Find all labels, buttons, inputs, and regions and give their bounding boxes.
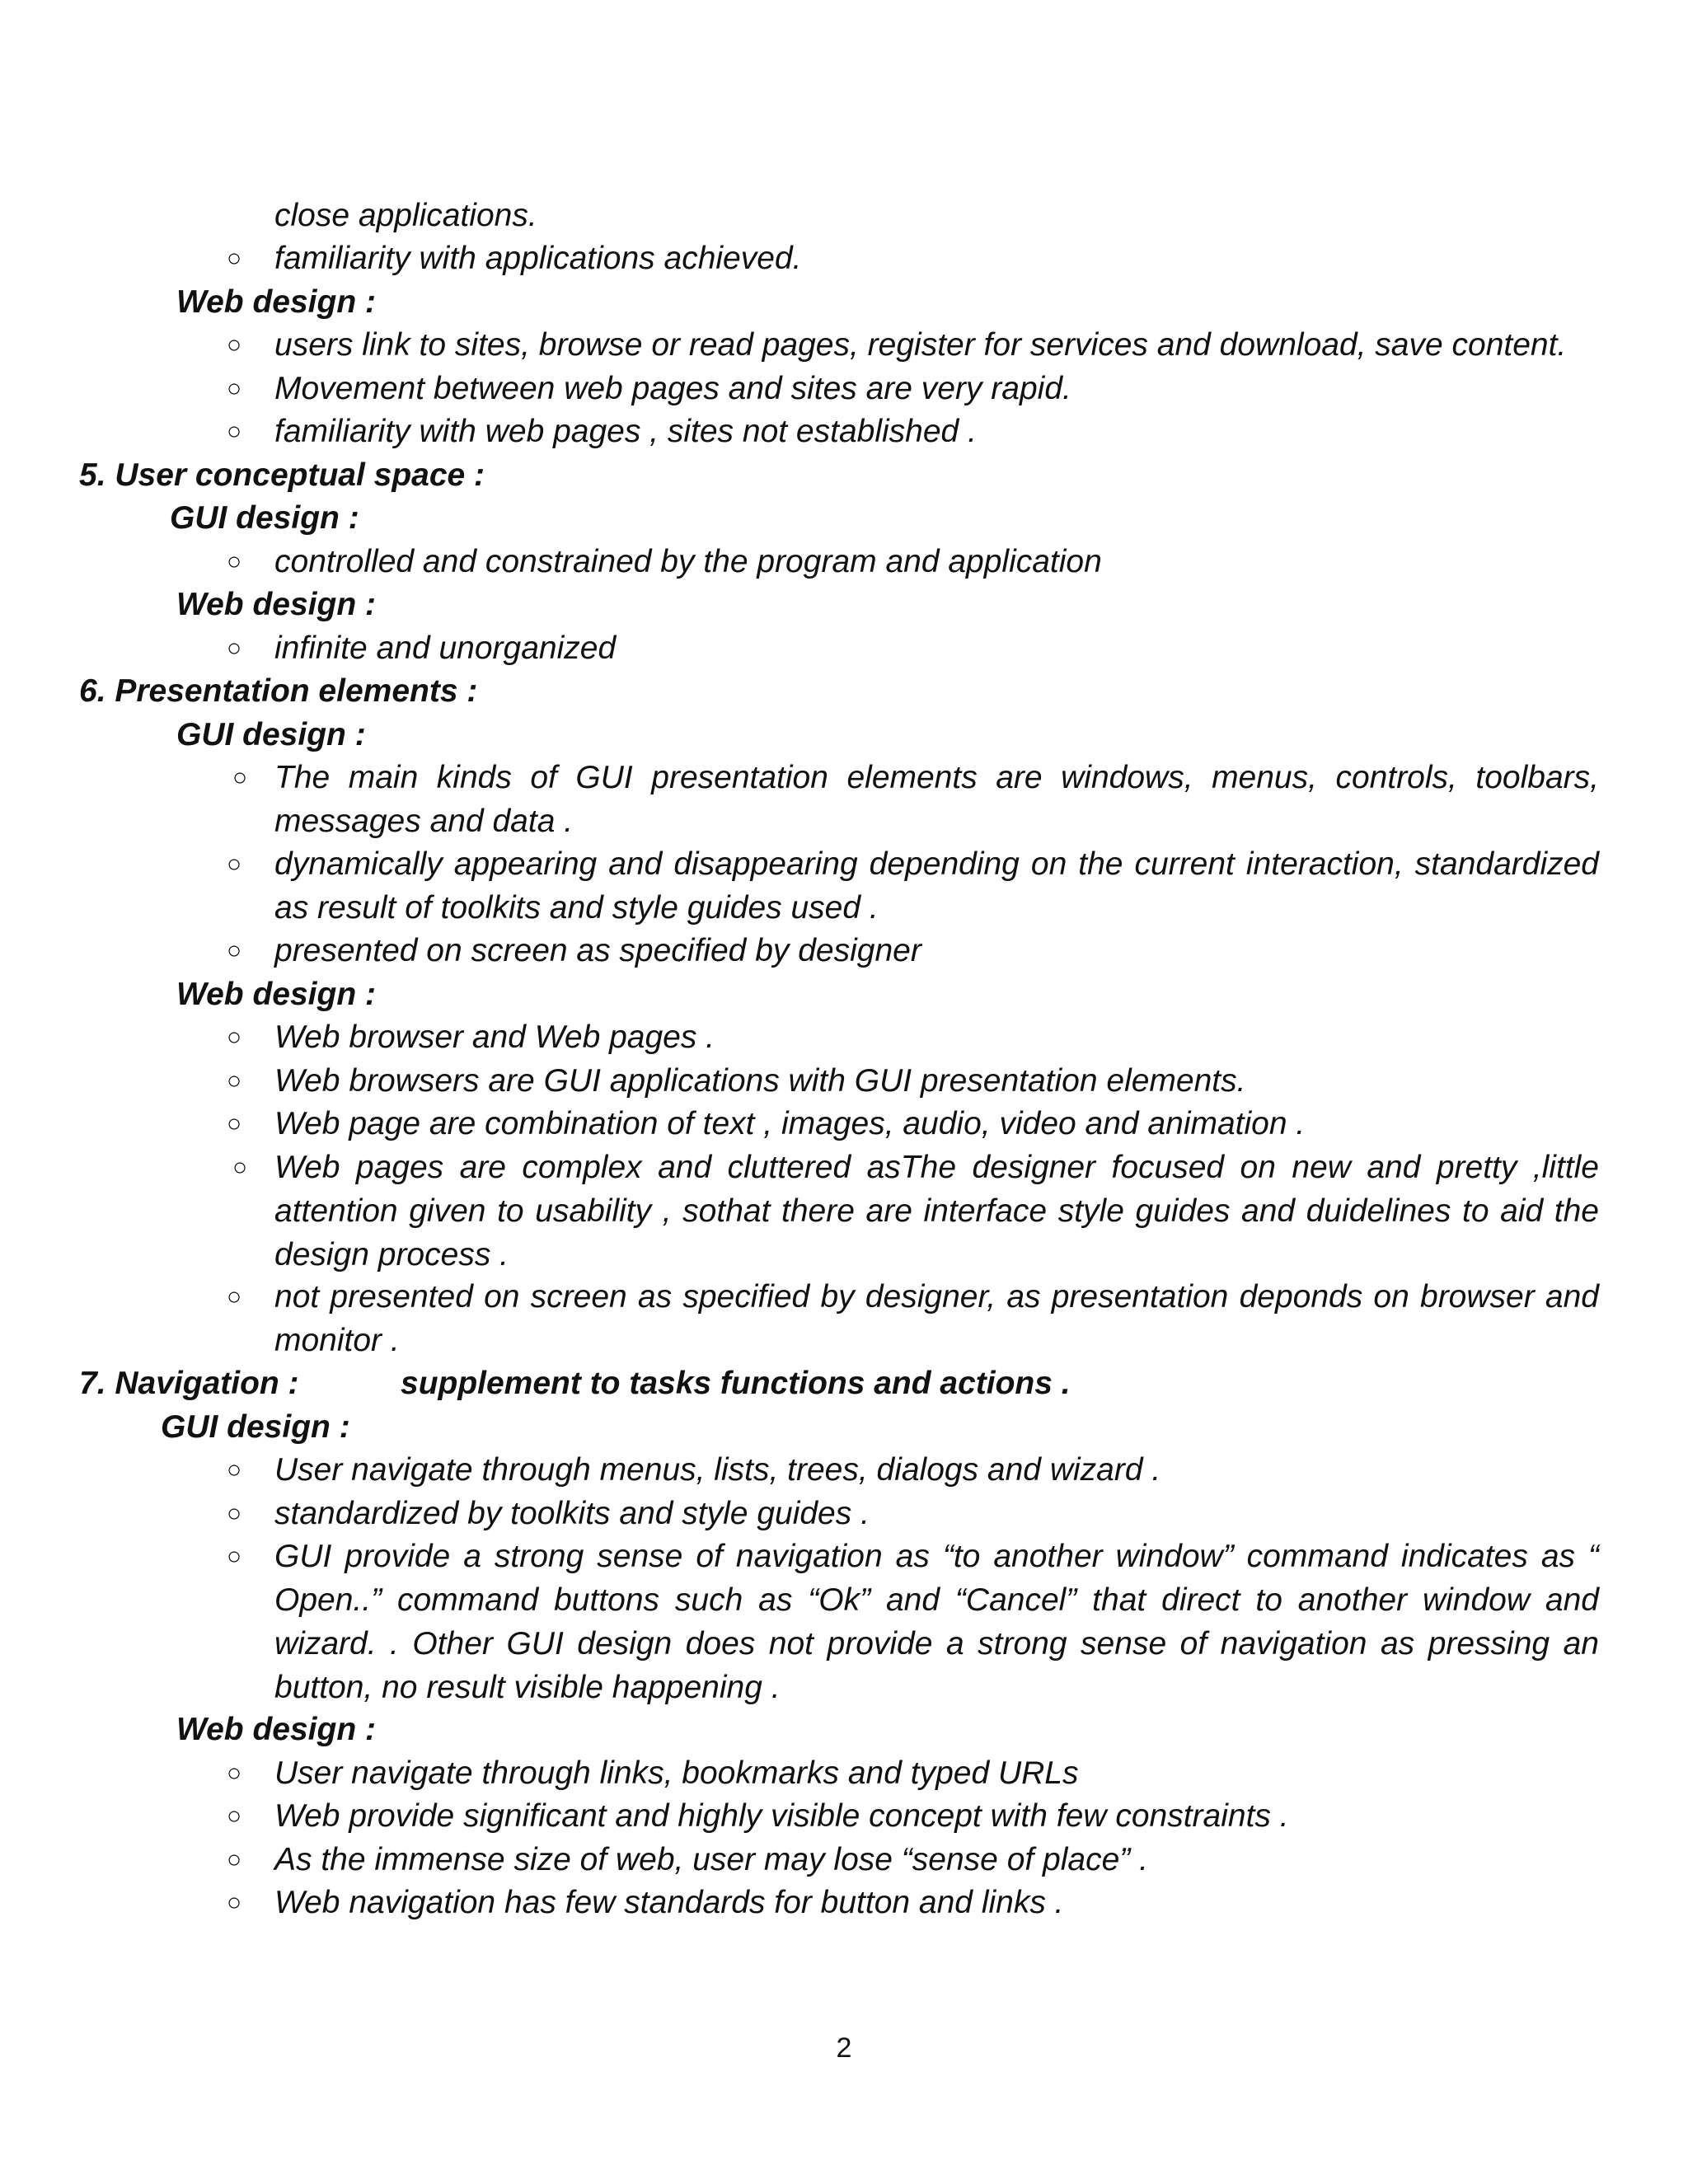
list-item: User navigate through menus, lists, trees, dialogs and wizard .: [274, 1452, 1161, 1488]
bullet-icon: ○: [227, 1802, 242, 1830]
web-design-heading: Web design :: [176, 1712, 376, 1747]
bullet-icon: ○: [227, 548, 242, 575]
section-title: 6. Presentation elements :: [79, 673, 478, 709]
bullet-icon: ○: [227, 1760, 242, 1787]
list-item: infinite and unorganized: [274, 630, 617, 666]
gui-design-heading: GUI design :: [170, 500, 359, 536]
bullet-icon: ○: [227, 1543, 242, 1570]
bullet-icon: ○: [227, 1846, 242, 1873]
bullet-icon: ○: [227, 1283, 242, 1310]
list-item: controlled and constrained by the program and application: [274, 544, 1102, 579]
list-item: The main kinds of GUI presentation elements are windows, menus, controls, toolbars, messages and data .: [274, 760, 1599, 839]
bullet-icon: ○: [227, 1024, 242, 1051]
bullet-icon: ○: [227, 635, 242, 662]
bullet-icon: ○: [227, 1110, 242, 1137]
bullet-icon: ○: [227, 1456, 242, 1483]
list-item: not presented on screen as specified by designer, as presentation deponds on browser and monitor .: [274, 1279, 1599, 1358]
gui-design-heading: GUI design :: [176, 717, 366, 752]
list-item: Web pages are complex and cluttered asThe designer focused on new and pretty ,little attention given to usability , sothat there are interface style guides and duidelines to aid the design process .: [274, 1150, 1599, 1272]
page-number: 2: [836, 2032, 852, 2064]
web-design-heading: Web design :: [176, 977, 376, 1012]
bullet-icon: ○: [227, 851, 242, 878]
gui-design-heading: GUI design :: [161, 1409, 350, 1445]
list-item: Web provide significant and highly visible concept with few constraints .: [274, 1798, 1289, 1834]
list-item: Movement between web pages and sites are very rapid.: [274, 371, 1071, 406]
bullet-icon: ○: [232, 1154, 248, 1181]
bullet-icon: ○: [227, 245, 242, 272]
bullet-icon: ○: [227, 418, 242, 445]
bullet-icon: ○: [227, 1500, 242, 1527]
list-item: GUI provide a strong sense of navigation as “to another window” command indicates as “ Open..” command buttons such as “Ok” and “Cancel” that direct to another window and wizard. . Other GUI design does not provide a strong sense of navigation as pressing an button, no result visible happening .: [274, 1539, 1599, 1705]
list-item: As the immense size of web, user may lose “sense of place” .: [274, 1842, 1148, 1877]
list-item-continuation: close applications.: [274, 198, 537, 233]
list-item: standardized by toolkits and style guides .: [274, 1496, 870, 1531]
list-item: Web browsers are GUI applications with GUI presentation elements.: [274, 1063, 1246, 1099]
web-design-heading: Web design :: [176, 587, 376, 622]
bullet-icon: ○: [227, 375, 242, 402]
list-item: familiarity with applications achieved.: [274, 241, 802, 276]
list-item: Web browser and Web pages .: [274, 1019, 715, 1055]
section-subtitle: supplement to tasks functions and actions .: [401, 1366, 1071, 1401]
bullet-icon: ○: [227, 331, 242, 359]
list-item: Web page are combination of text , images, audio, video and animation .: [274, 1106, 1306, 1141]
list-item: User navigate through links, bookmarks and typed URLs: [274, 1755, 1079, 1791]
list-item: users link to sites, browse or read pages, register for services and download, save content.: [274, 327, 1567, 363]
bullet-icon: ○: [227, 1067, 242, 1094]
list-item: Web navigation has few standards for button and links .: [274, 1885, 1064, 1920]
section-title: 5. User conceptual space :: [79, 457, 485, 493]
bullet-icon: ○: [232, 764, 248, 791]
bullet-icon: ○: [227, 1889, 242, 1916]
web-design-heading: Web design :: [176, 284, 376, 320]
list-item: familiarity with web pages , sites not established .: [274, 414, 977, 449]
list-item: presented on screen as specified by designer: [274, 933, 921, 968]
section-title: 7. Navigation :: [79, 1366, 299, 1401]
bullet-icon: ○: [227, 937, 242, 964]
list-item: dynamically appearing and disappearing depending on the current interaction, standardized as result of toolkits and style guides used .: [274, 846, 1599, 926]
